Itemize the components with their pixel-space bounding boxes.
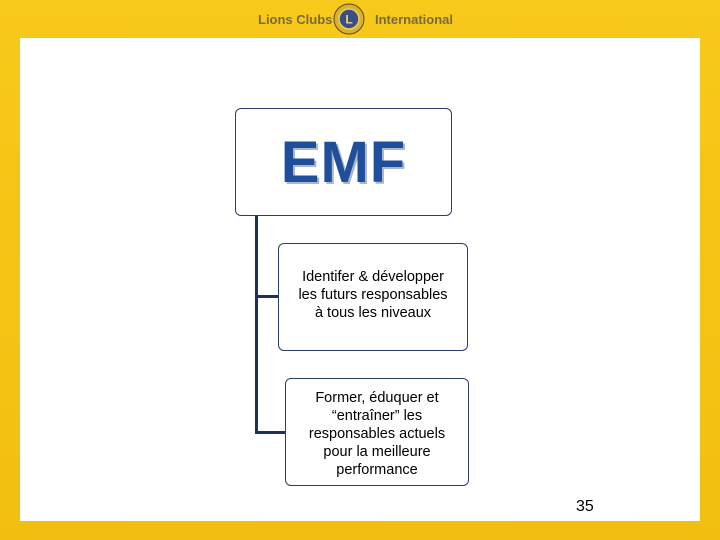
connector-branch-2 — [255, 431, 285, 434]
brand-name-left: Lions Clubs — [258, 12, 333, 27]
brand-name-right: International — [375, 12, 454, 27]
slide-content — [20, 38, 700, 521]
root-node-title: EMF — [280, 130, 407, 195]
lions-clubs-logo-icon — [333, 3, 365, 35]
page-number: 35 — [576, 498, 594, 515]
child-node-1-line-3: à tous les niveaux — [314, 305, 432, 321]
child-node-2-line-2: “entraîner” les — [331, 408, 423, 424]
child-node-2-line-3: responsables actuels — [308, 426, 446, 442]
child-node-2-line-1: Former, éduquer et — [315, 390, 439, 406]
connector-branch-1 — [255, 295, 278, 298]
connector-vertical — [255, 216, 258, 434]
child-node-1-line-1: Identifer & développer — [302, 269, 444, 285]
root-node — [235, 108, 452, 216]
header-banner — [0, 0, 720, 38]
child-node-1-line-2: les futurs responsables — [298, 287, 448, 303]
child-node-2 — [285, 378, 469, 486]
svg-text:L: L — [345, 12, 353, 27]
child-node-1 — [278, 243, 468, 351]
child-node-2-line-5: performance — [336, 462, 418, 478]
child-node-2-line-4: pour la meilleure — [323, 444, 431, 460]
